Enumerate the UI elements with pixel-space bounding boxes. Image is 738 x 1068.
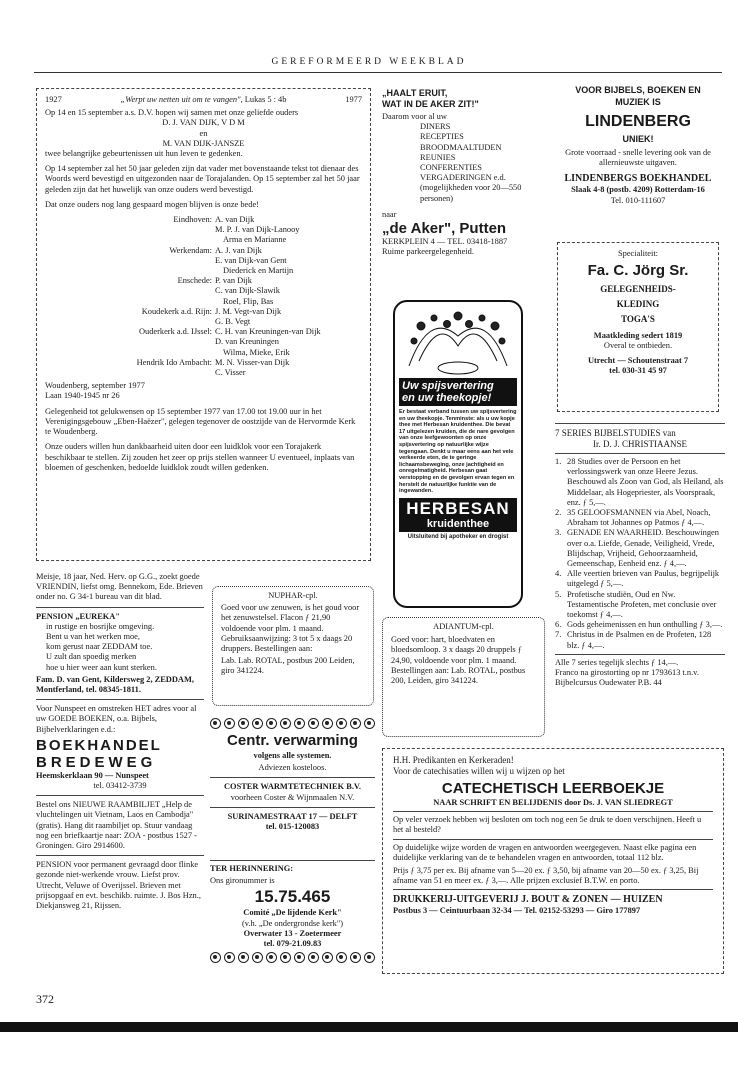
meisje-ad: Meisje, 18 jaar, Ned. Herv. op G.G., zoekt goede VRIENDIN, liefst omg. Bennekom, Ede. Brieven onder no. G 34-1 bureau van dit blad.	[36, 572, 203, 602]
family-line: Wilma, Mieke, Erik	[223, 347, 290, 357]
herbs-illustration-icon	[399, 306, 517, 376]
series-num: 2.	[555, 508, 562, 518]
rule	[393, 839, 713, 840]
jubilee-p1: Op 14 en 15 september a.s. D.V. hopen wij samen met onze geliefde ouders	[45, 108, 299, 118]
bottom-bar	[0, 1022, 738, 1032]
jorg-line-2: KLEDING	[616, 299, 660, 310]
jorg-spec: Specialiteit:	[617, 249, 658, 258]
herbesan-body: Er bestaat verband tussen uw spijsvertering en uw theekopje. Tenminste: als u uw kopje thee met Herbesan kruidenthee. Die bevat 17 uitgelezen kruiden, die de nare gevolgen van onze leefgewoonten op onze spijsvertering op natuurlijke wijze tegengaan. Denkt u maar eens aan het vele verkeerde eten, de te geringe lichaamsbeweging, onze jachtigheid en onregelmatigheid. Herbesan gaat verstopping en de gevolgen ervan tegen en herstelt de natuurlijke funktie van de ingewanden.	[399, 409, 517, 495]
catechese-intro: Voor de catechisaties willen wij u wijzen op het	[393, 766, 565, 776]
coster-tel: tel. 015-120083	[265, 822, 320, 832]
herbesan-sub: kruidenthee	[426, 517, 490, 530]
family-line: C. H. van Kreuningen-van Dijk	[215, 327, 321, 337]
family-werkendam	[45, 246, 362, 277]
bredeweg-intro: Voor Nunspeet en omstreken HET adres voor al uw GOEDE BOEKEN, o.a. Bijbels, Bijbelverklaringen e.d.:	[36, 704, 197, 734]
giro-reminder: TER HERINNERING:	[210, 864, 294, 873]
family-line: C. van Dijk-Slawik	[215, 286, 280, 296]
eureka-line: hoe u hier weer aan kunt sterken.	[46, 662, 157, 672]
coster-prev: voorheen Coster & Wijnmaalen N.V.	[230, 792, 355, 802]
series-all: Alle 7 series tegelijk slechts ƒ 14,—.	[555, 657, 679, 667]
family-place: Hendrik Ido Ambacht:	[136, 357, 212, 367]
adiantum-title: ADIANTUM-cpl.	[433, 622, 494, 631]
family-line: J. M. Vegt-van Dijk	[215, 306, 282, 316]
aker-intro: Daarom voor al uw	[382, 112, 447, 121]
jorg-line-1: GELEGENHEIDS-	[600, 284, 676, 295]
giro-line: Ons gironummer is	[210, 876, 275, 886]
lindenberg-shop: LINDENBERGS BOEKHANDEL	[564, 173, 712, 185]
series-item	[555, 528, 725, 569]
series-text: Profetische studiën, Oud en Nw. Testamentische Profeten, met conclusie over toekomst ƒ 4,—.	[567, 589, 717, 620]
lindenberg-stock: Grote voorraad - snelle levering ook van de allernieuwste uitgaven.	[565, 148, 711, 168]
bible-ref: , Lukas 5 : 4b	[240, 95, 287, 104]
lindenberg-ad	[553, 84, 723, 232]
series-text: Alle veertien brieven van Paulus, begrijpelijk uitgelegd ƒ 5,—.	[567, 569, 720, 589]
jorg-line-3: TOGA'S	[621, 314, 655, 325]
decor-circles-bottom	[210, 952, 375, 963]
raambiljet-ad: Bestel ons NIEUWE RAAMBILJET „Help de vluchtelingen uit Vietnam, Laos en Cambodja" (gratis). Hang dit raambiljet op. Stuur vandaag nog een briefkaartje naar: ZOA - postbus 1527 - Groningen. Giro 2914600.	[36, 800, 197, 851]
lindenberg-line-2: MUZIEK IS	[615, 97, 661, 107]
family-list	[45, 215, 362, 378]
aker-address: KERKPLEIN 4 — TEL. 03418-1887	[382, 237, 508, 247]
series-text: Gods geheimenissen en hun onthulling ƒ 3,—.	[567, 620, 723, 630]
coster-advice: Adviezen kosteloos.	[258, 763, 327, 773]
decor-circles-top	[210, 718, 375, 729]
series-num: 7.	[555, 630, 562, 640]
eureka-line: U zult dan spoedig merken	[46, 652, 137, 662]
bredeweg-line-2: BREDEWEG	[36, 753, 157, 771]
coster-systems: volgens alle systemen.	[253, 751, 332, 760]
herbesan-brand: HERBESAN	[406, 498, 510, 518]
jorg-home: Overal te ontbieden.	[603, 341, 673, 351]
series-top-rule	[555, 423, 725, 424]
coster-name: COSTER WARMTETECHNIEK B.V.	[224, 782, 361, 792]
aker-name: „de Aker", Putten	[382, 220, 507, 238]
herbesan-brand-block	[399, 498, 517, 532]
family-enschede	[45, 276, 362, 307]
nuphar-ad	[212, 586, 374, 706]
aker-item: CONFERENTIES	[420, 163, 482, 173]
family-line: Roel, Flip, Bas	[223, 296, 274, 306]
catechese-sub: NAAR SCHRIFT EN BELIJDENIS door Ds. J. VAN SLIEDREGT	[433, 798, 673, 807]
aker-item: BROODMAALTIJDEN	[420, 142, 502, 152]
series-num: 3.	[555, 528, 562, 538]
series-item	[555, 620, 725, 630]
catechese-address: Postbus 3 — Ceintuurbaan 32-34 — Tel. 02152-53293 — Giro 177897	[393, 906, 641, 916]
family-eindhoven	[45, 215, 362, 246]
family-line: Diederick en Martijn	[223, 266, 294, 276]
bredeweg-line-1: BOEKHANDEL	[36, 736, 162, 754]
series-mid-rule	[555, 453, 725, 454]
bible-quote: „Werpt uw netten uit om te vangen"	[120, 95, 241, 104]
bredeweg-address: Heemskerklaan 90 — Nunspeet	[36, 770, 149, 780]
lindenberg-line-1: VOOR BIJBELS, BOEKEN EN	[575, 85, 701, 95]
series-text: 28 Studies over de Persoon en het verlossingswerk van onze Heere Jezus. Beschouwd als Zoon van God, als Heiland, als Middelaar, als Hogepriester, als Voorspraak, enz. ƒ 5,—.	[567, 457, 724, 507]
family-line: D. van Kreuningen	[215, 337, 279, 347]
couple-en: en	[199, 128, 208, 138]
nuphar-lab: Lab. Lab. ROTAL, postbus 200 Leiden, giro 341224.	[221, 656, 355, 676]
family-line: A. van Dijk	[215, 215, 255, 225]
lindenberg-address: Slaak 4-8 (postb. 4209) Rotterdam-16	[571, 185, 705, 195]
giro-ad	[210, 860, 375, 985]
herbesan-title-2: en uw theekopje!	[402, 392, 492, 404]
nuphar-body: Goed voor uw zenuwen, is het goud voor het zenuwstelsel. Flacon ƒ 21,90 voldoende voor plm. 1 maand. Gebruiksaanwijzing: 3 tot 5 x daags 20 druppers. Bestellingen aan:	[221, 603, 360, 654]
lindenberg-name: LINDENBERG	[585, 113, 691, 130]
aker-note: (mogelijkheden voor 20—550 personen)	[420, 183, 522, 203]
rule	[393, 889, 713, 890]
catechese-price: Prijs ƒ 3,75 per ex. Bij afname van 5—20 ex. ƒ 3,50, bij afname van 20—50 ex. ƒ 3,25, Bij afname van 51 en meer ex. ƒ 3,—. Alle prijzen exclusief B.T.W. en porto.	[393, 866, 699, 886]
series-text: GENADE EN WAARHEID. Beschouwingen over o.a. Liefde, Genade, Veiligheid, Vrede, Blijdschap, Vrijheid, Gehoorzaamheid, Gemeenschap, Eenheid enz. ƒ 4,—.	[567, 528, 719, 569]
family-line: Arma en Marianne	[223, 235, 287, 245]
giro-number: 15.75.465	[254, 887, 331, 907]
family-ouderkerk	[45, 327, 362, 358]
rule	[210, 807, 375, 808]
catechese-ad	[382, 748, 724, 974]
family-line: M. N. Visser-van Dijk	[215, 357, 290, 367]
catechese-title: CATECHETISCH LEERBOEKJE	[441, 780, 665, 797]
couple-name-1: D. J. VAN DIJK, V D M	[162, 118, 245, 128]
jubilee-p4: Dat onze ouders nog lang gespaard mogen blijven is onze bede!	[45, 199, 259, 209]
series-list	[555, 457, 725, 651]
pension-ad: PENSION voor permanent gevraagd door flinke gezonde niet-werkende vrouw. Liefst prov. Utrecht, Veluwe of Overijssel. Brieven met prijsopgaaf en evt. beschikb. ruimte. J. Bos Hzn., Diekjansweg 21, Rijssen.	[36, 860, 201, 911]
lindenberg-tel: Tel. 010-111607	[610, 195, 666, 205]
rule	[210, 777, 375, 778]
jorg-since: Maatkleding sedert 1819	[593, 331, 683, 341]
catechese-p2: Op duidelijke wijze worden de vragen en antwoorden weergegeven. Naast elke pagina een duidelijke verklaring van de te behandelen vragen en antwoorden, totaal 112 blz.	[393, 842, 697, 862]
jubilee-p2: twee belangrijke gebeurtenissen uit hun leven te gedenken.	[45, 149, 243, 159]
lindenberg-uniek: UNIEK!	[622, 134, 654, 144]
rule	[36, 699, 204, 700]
eureka-line: kom gerust naar ZEDDAM toe.	[46, 642, 153, 652]
aker-item: REUNIES	[420, 152, 456, 162]
giro-address: Overwater 13 - Zoetermeer	[243, 928, 342, 938]
series-text: 35 GELOOFSMANNEN via Abel, Noach, Abraham tot Johannes op Patmos ƒ 4,—.	[567, 508, 711, 528]
herbesan-title-block	[399, 378, 517, 406]
aker-naar: naar	[382, 209, 397, 219]
catechese-p1: Op veler verzoek hebben wij besloten om toch nog een 5e druk te doen verschijnen. Heeft u het al besteld?	[393, 815, 702, 835]
nuphar-title: NUPHAR-cpl.	[268, 591, 318, 600]
header-rule	[34, 72, 722, 73]
series-bottom-rule	[555, 654, 725, 655]
series-num: 4.	[555, 569, 562, 579]
eureka-poem	[36, 622, 204, 673]
giro-tel: tel. 079-21.09.83	[263, 939, 322, 949]
year-right: 1977	[345, 95, 362, 104]
eureka-line: in rustige en bosrijke omgeving.	[46, 621, 155, 631]
aker-item-list	[382, 122, 542, 204]
aker-ad	[382, 88, 542, 298]
left-column-ads	[36, 572, 204, 911]
family-line: E. van Dijk-van Gent	[215, 255, 287, 265]
rule	[36, 795, 204, 796]
coster-ad	[210, 718, 375, 852]
coster-title: Centr. verwarming	[227, 732, 358, 749]
jorg-address: Utrecht — Schoutenstraat 7	[587, 355, 689, 365]
series-item	[555, 508, 725, 528]
jorg-name: Fa. C. Jörg Sr.	[587, 262, 689, 280]
aker-item: VERGADERINGEN e.d.	[420, 173, 506, 183]
adiantum-ad	[382, 617, 545, 737]
series-item	[555, 590, 725, 621]
series-num: 1.	[555, 457, 562, 466]
family-place: Werkendam:	[169, 245, 212, 255]
herbesan-foot: Uitsluitend bij apotheker en drogist	[407, 533, 509, 540]
series-item	[555, 630, 725, 650]
family-place: Eindhoven:	[173, 215, 212, 225]
jorg-tel: tel. 030-31 45 97	[609, 365, 667, 375]
rule	[210, 860, 375, 861]
family-hendrik-ido-ambacht	[45, 358, 362, 378]
eureka-title: PENSION „EUREKA"	[36, 611, 120, 621]
adiantum-body: Goed voor: hart, bloedvaten en bloedsomloop. 3 x daags 20 druppels ƒ 24,90, voldoende voor plm. 1 maand. Bestellingen aan: Lab. ROTAL, postbus 200, Leiden, giro 341224.	[391, 635, 526, 686]
jubilee-address: Laan 1940-1945 nr 26	[45, 391, 120, 401]
family-line: M. P. J. van Dijk-Lanooy	[215, 225, 300, 235]
family-place: Ouderkerk a.d. IJssel:	[138, 327, 212, 337]
family-line: G. B. Vegt	[215, 317, 251, 327]
family-place: Enschede:	[177, 276, 212, 286]
family-line: P. van Dijk	[215, 276, 252, 286]
catechese-firm: DRUKKERIJ-UITGEVERIJ J. BOUT & ZONEN — HUIZEN	[393, 894, 663, 906]
aker-title-1: „HAALT ERUIT,	[382, 88, 448, 98]
jorg-ad	[557, 242, 719, 412]
jubilee-header-line	[45, 95, 362, 105]
page-number: 372	[36, 992, 54, 1006]
aker-item: RECEPTIES	[420, 132, 464, 142]
series-num: 6.	[555, 620, 562, 630]
rule	[36, 607, 204, 608]
coster-address: SURINAMESTRAAT 17 — DELFT	[227, 811, 358, 821]
series-title: 7 SERIES BIJBELSTUDIES van	[555, 428, 676, 438]
herbesan-ad	[393, 300, 523, 608]
rule	[393, 811, 713, 812]
jubilee-announcement	[36, 88, 371, 561]
aker-item: DINERS	[420, 122, 451, 132]
jubilee-p5: Gelegenheid tot gelukwensen op 15 september 1977 van 17.00 tot 19.00 uur in het Verenigingsgebouw „Eben-Haëzer", gelegen tegenover de oostzijde van de Hervormde Kerk te Woudenberg.	[45, 406, 356, 437]
bredeweg-tel: tel. 03412-3739	[93, 781, 147, 791]
series-item	[555, 569, 725, 589]
jubilee-p3: Op 14 september zal het 50 jaar geleden zijn dat vader met bovenstaande tekst tot dienaar des Woords werd bevestigd en uitgezonden naar de Torajalanden. Op 15 september zal het 50 jaar geleden zijn dat het huwelijk van onze ouders werd bevestigd.	[45, 164, 360, 194]
series-num: 5.	[555, 589, 562, 599]
rule	[36, 855, 204, 856]
aker-title-2: WAT IN DE AKER ZIT!"	[382, 99, 479, 109]
giro-prev: (v.h. „De ondergrondse kerk")	[241, 918, 344, 928]
eureka-family: Fam. D. van Gent, Kildersweg 2, ZEDDAM, Montferland, tel. 08345-1811.	[36, 674, 194, 695]
series-text: Christus in de Psalmen en de Profeten, 128 blz. ƒ 4,—.	[567, 630, 712, 650]
series-item	[555, 457, 725, 508]
jubilee-date: Woudenberg, september 1977	[45, 381, 145, 391]
family-line: A. J. van Dijk	[215, 245, 262, 255]
series-ad	[555, 423, 725, 725]
jubilee-p6: Onze ouders willen hun dankbaarheid uiten door een luidklok voor een Torajakerk beschikbaar te stellen. Zij zouden het zeer op prijs stellen wanneer U eventueel, inplaats van bloemen of geschenken, bedoelde luidklok zoudt willen gedenken.	[45, 442, 355, 472]
giro-committee: Comité „De lijdende Kerk"	[243, 908, 342, 918]
herbesan-title-1: Uw spijsvertering	[402, 380, 494, 392]
year-left: 1927	[45, 95, 62, 104]
family-koudekerk	[45, 307, 362, 327]
aker-parking: Ruime parkeergelegenheid.	[382, 247, 474, 257]
family-line: C. Visser	[215, 368, 246, 378]
page-header: GEREFORMEERD WEEKBLAD	[271, 57, 467, 67]
family-place: Koudekerk a.d. Rijn:	[141, 306, 212, 316]
couple-name-2: M. VAN DIJK-JANSZE	[162, 138, 245, 148]
eureka-line: Bent u van het werken moe,	[46, 632, 140, 642]
catechese-greeting: H.H. Predikanten en Kerkeraden!	[393, 755, 514, 765]
series-franco: Franco na girostorting op nr 1793613 t.n.v. Bijbelcursus Oudewater P.B. 44	[555, 668, 699, 688]
series-author: Ir. D. J. CHRISTIAANSE	[592, 439, 687, 449]
